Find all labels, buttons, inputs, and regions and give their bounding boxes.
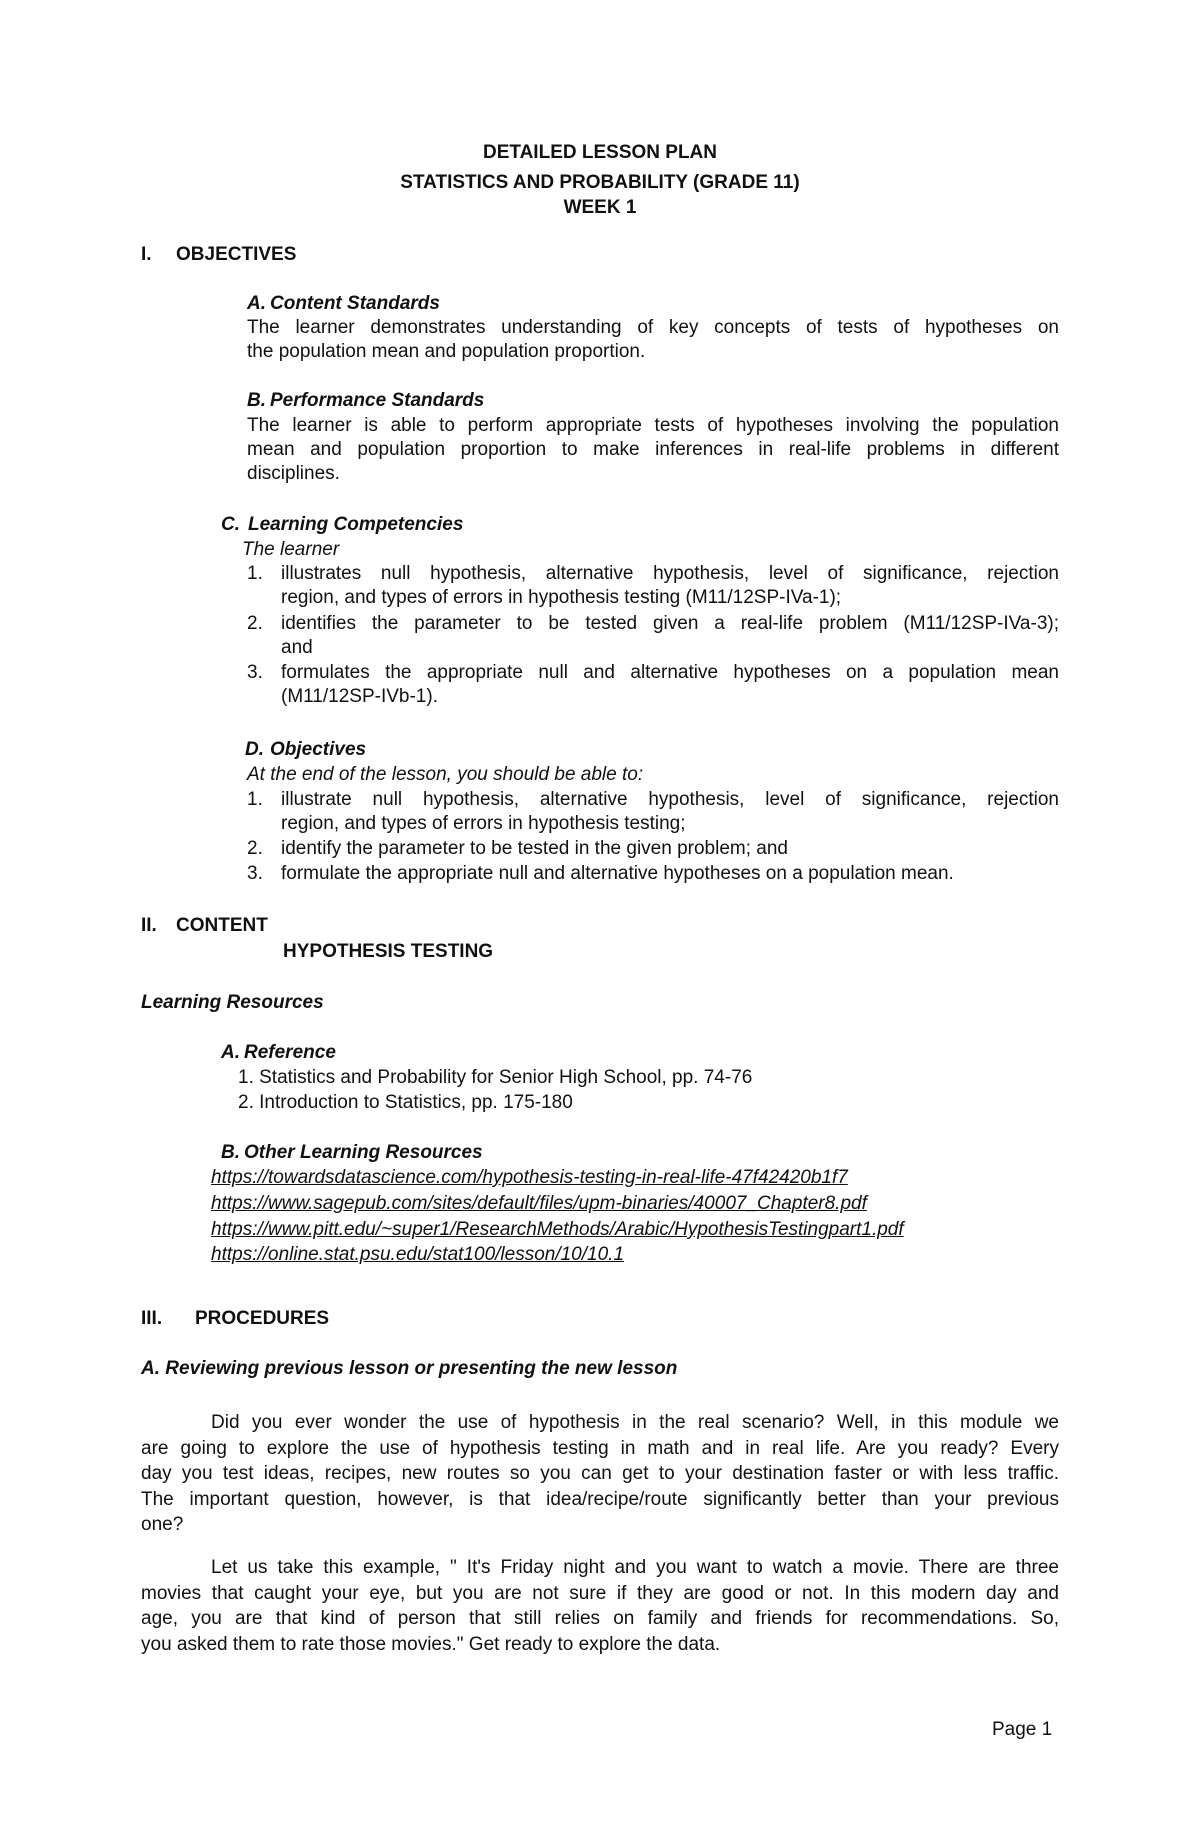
objective-number: 1. bbox=[247, 789, 263, 810]
section-ii-numeral: II. bbox=[141, 915, 157, 936]
paragraph-line: movies that caught your eye, but you are not sure if they are good or not. In this modern day and bbox=[141, 1582, 1059, 1604]
reference-letter: A. bbox=[221, 1042, 240, 1063]
content-standards-text bbox=[247, 316, 1059, 364]
doc-title: DETAILED LESSON PLAN bbox=[483, 142, 717, 163]
reference-item: 2. Introduction to Statistics, pp. 175-180 bbox=[238, 1092, 573, 1113]
competency-line: and bbox=[281, 637, 313, 658]
procedure-paragraph-1 bbox=[141, 1410, 1059, 1538]
section-ii-heading: CONTENT bbox=[176, 915, 268, 936]
paragraph-line: The important question, however, is that idea/recipe/route significantly better than your previous bbox=[141, 1488, 1059, 1510]
doc-subject: STATISTICS AND PROBABILITY (GRADE 11) bbox=[400, 172, 800, 193]
procedure-a-heading: A. Reviewing previous lesson or presenting the new lesson bbox=[141, 1358, 678, 1379]
competency-line: (M11/12SP-IVb-1). bbox=[281, 686, 438, 707]
paragraph-line: age, you are that kind of person that still relies on family and friends for recommendations. So, bbox=[141, 1608, 1059, 1629]
content-standards-line: the population mean and population proportion. bbox=[247, 341, 646, 362]
competency-line: formulates the appropriate null and alternative hypotheses on a population mean bbox=[281, 662, 1059, 683]
competency-number: 1. bbox=[247, 563, 263, 584]
objective-item bbox=[247, 837, 1059, 861]
objective-number: 2. bbox=[247, 838, 263, 859]
learning-competencies-title: Learning Competencies bbox=[248, 514, 464, 535]
lesson-objectives-title: Objectives bbox=[270, 739, 367, 760]
objective-line: formulate the appropriate null and alternative hypotheses on a population mean. bbox=[281, 863, 954, 884]
resource-link[interactable]: https://towardsdatascience.com/hypothesis-testing-in-real-life-47f42420b1f7 bbox=[211, 1167, 848, 1188]
objective-line: region, and types of errors in hypothesis testing; bbox=[281, 813, 686, 834]
learning-resources-heading: Learning Resources bbox=[141, 992, 324, 1013]
procedure-paragraph-2 bbox=[141, 1555, 1059, 1657]
performance-standards-title: Performance Standards bbox=[270, 390, 485, 411]
paragraph-line: Did you ever wonder the use of hypothesis in the real scenario? Well, in this module we bbox=[211, 1412, 1059, 1433]
section-i-heading: OBJECTIVES bbox=[176, 244, 297, 265]
content-standards-title: Content Standards bbox=[270, 293, 440, 314]
other-resources-letter: B. bbox=[221, 1142, 240, 1163]
lesson-objectives-letter: D. bbox=[245, 739, 264, 760]
competency-item bbox=[247, 612, 1059, 660]
lesson-objectives-intro: At the end of the lesson, you should be able to: bbox=[247, 764, 644, 785]
competency-line: illustrates null hypothesis, alternative hypothesis, level of significance, rejection bbox=[281, 563, 1059, 584]
paragraph-line: day you test ideas, recipes, new routes so you can get to your destination faster or with less traffic. bbox=[141, 1463, 1059, 1484]
learning-competencies-letter: C. bbox=[221, 514, 240, 535]
section-i-numeral: I. bbox=[141, 244, 152, 265]
performance-standards-line: mean and population proportion to make inferences in real-life problems in different bbox=[247, 439, 1059, 460]
competency-number: 2. bbox=[247, 613, 263, 634]
paragraph-line: you asked them to rate those movies." Get ready to explore the data. bbox=[141, 1633, 721, 1655]
content-standards-letter: A. bbox=[247, 293, 266, 314]
competency-line: region, and types of errors in hypothesis testing (M11/12SP-IVa-1); bbox=[281, 587, 842, 608]
objective-item bbox=[247, 788, 1059, 836]
competency-item bbox=[247, 562, 1059, 610]
performance-standards-line: disciplines. bbox=[247, 463, 340, 484]
paragraph-line: Let us take this example, " It's Friday night and you want to watch a movie. There are three bbox=[211, 1557, 1059, 1578]
competency-number: 3. bbox=[247, 662, 263, 683]
page-number: Page 1 bbox=[992, 1719, 1053, 1740]
performance-standards-text bbox=[247, 414, 1059, 486]
resource-link[interactable]: https://online.stat.psu.edu/stat100/lesson/10/10.1 bbox=[211, 1244, 625, 1265]
objective-line: identify the parameter to be tested in the given problem; and bbox=[281, 838, 788, 859]
paragraph-line: one? bbox=[141, 1514, 184, 1535]
resource-link[interactable]: https://www.sagepub.com/sites/default/files/upm-binaries/40007_Chapter8.pdf bbox=[211, 1193, 867, 1214]
performance-standards-line: The learner is able to perform appropriate tests of hypotheses involving the population bbox=[247, 415, 1059, 436]
section-iii-numeral: III. bbox=[141, 1308, 163, 1329]
section-iii-heading: PROCEDURES bbox=[195, 1308, 330, 1329]
objective-line: illustrate null hypothesis, alternative hypothesis, level of significance, rejection bbox=[281, 789, 1059, 810]
performance-standards-letter: B. bbox=[247, 390, 266, 411]
learning-competencies-intro: The learner bbox=[242, 539, 340, 560]
content-standards-line: The learner demonstrates understanding of key concepts of tests of hypotheses on bbox=[247, 317, 1059, 338]
doc-week: WEEK 1 bbox=[563, 197, 637, 218]
content-topic: HYPOTHESIS TESTING bbox=[283, 941, 494, 962]
objective-number: 3. bbox=[247, 863, 263, 884]
competency-line: identifies the parameter to be tested given a real-life problem (M11/12SP-IVa-3); bbox=[281, 613, 1059, 634]
objective-item bbox=[247, 862, 1059, 886]
other-resources-title: Other Learning Resources bbox=[244, 1142, 483, 1163]
competency-item bbox=[247, 661, 1059, 709]
reference-title: Reference bbox=[244, 1042, 336, 1063]
paragraph-line: are going to explore the use of hypothesis testing in math and in real life. Are you ready? Every bbox=[141, 1437, 1059, 1459]
resource-link[interactable]: https://www.pitt.edu/~super1/ResearchMethods/Arabic/HypothesisTestingpart1.pdf bbox=[211, 1219, 904, 1240]
reference-item: 1. Statistics and Probability for Senior High School, pp. 74-76 bbox=[238, 1067, 753, 1088]
